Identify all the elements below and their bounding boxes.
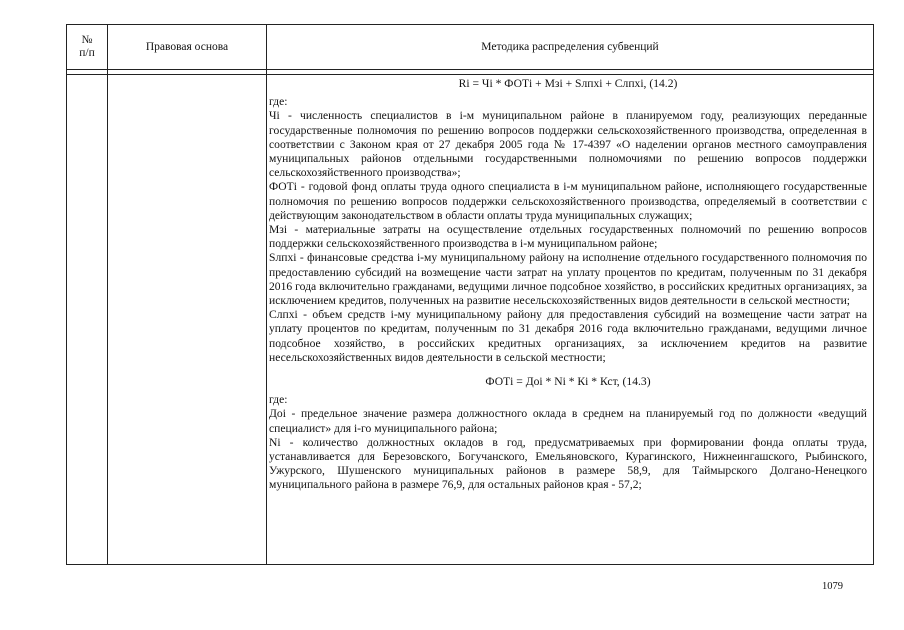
page-number: 1079 xyxy=(822,581,843,592)
definition-clphi: Слпхi - объем средств i-му муниципальному району для предоставления субсидий на возмещение части затрат на уплату процентов по кредитам, полученным по 31 декабря 2016 года включительно гражданами, ведущими личное подсобное хозяйство, в российских кредитных организациях, за исключением кредитов на развитие несельскохозяйственных видов деятельности в сельской местности; xyxy=(269,308,867,364)
header-number-abbrev: п/п xyxy=(79,47,95,59)
definition-slphi: Sлпхi - финансовые средства i-му муниципальному району на исполнение отдельного государственного полномочия по предоставлению субсидий на возмещение части затрат на уплату процентов по кредитам, полученным по 31 декабря 2016 года включительно гражданами, ведущими личное подсобное хозяйство, в российских кредитных организациях, за исключением кредитов, полученных на развитие несельскохозяйственных видов деятельности в сельской местности; xyxy=(269,251,867,308)
definition-ni: Ni - количество должностных окладов в год, предусматриваемых при формировании фонда оплаты труда, устанавливается для Березовского, Богучанского, Емельяновского, Курагинского, Нижнеингашского, Рыбинского, Ужурского, Шушенского муниципальных районов в размере 58,9, для Таймырского Долгано-Ненецкого муниципального района в размере 76,9, для остальных районов края - 57,2; xyxy=(269,435,867,492)
definition-foti: ФОТi - годовой фонд оплаты труда одного специалиста в i-м муниципальном районе, исполняющего государственные полномочия по решению вопросов поддержки сельскохозяйственного производства, определяемый в соответствии с действующим законодательством в области оплаты труда муниципальных служащих; xyxy=(269,180,867,222)
definition-doi: Доi - предельное значение размера должностного оклада в среднем на планируемый год по должности «ведущий специалист» для i-го муниципального района; xyxy=(269,407,867,435)
column-divider xyxy=(107,25,108,564)
formula-14-2: Ri = Чi * ФОТi + Мзi + Sлпхi + Слпхi, (14.2) xyxy=(458,77,678,90)
where-label: где: xyxy=(269,393,288,407)
header-methodology-label: Методика распределения субвенций xyxy=(481,40,659,53)
methodology-table xyxy=(66,24,874,565)
definition-mzi: Мзi - материальные затраты на осуществление отдельных государственных полномочий по решению вопросов поддержки сельскохозяйственного производства в i-м муниципальном районе; xyxy=(269,223,867,251)
header-cell-number xyxy=(67,25,107,69)
numbering-row-border xyxy=(67,74,873,75)
column-divider xyxy=(266,25,267,564)
where-label: где: xyxy=(269,95,288,109)
methodology-content xyxy=(269,77,867,493)
header-legal-basis-label: Правовая основа xyxy=(145,40,229,53)
header-cell-methodology xyxy=(267,25,873,69)
header-bottom-border xyxy=(67,69,873,70)
header-number-symbol: № xyxy=(81,34,93,46)
definition-chi: Чi - численность специалистов в i-м муниципальном районе в планируемом году, реализующих переданные государственные полномочия по решению вопросов поддержки сельскохозяйственного производства, определенная в соответствии с Законом края от 27 декабря 2005 года № 17-4397 «О наделении органов местного самоуправления муниципальных районов отдельными государственными полномочиями по решению вопросов поддержки сельскохозяйственного производства»; xyxy=(269,109,867,180)
header-cell-legal-basis xyxy=(108,25,266,69)
formula-14-3: ФОТi = Доi * Ni * Кi * Кст, (14.3) xyxy=(485,375,651,389)
